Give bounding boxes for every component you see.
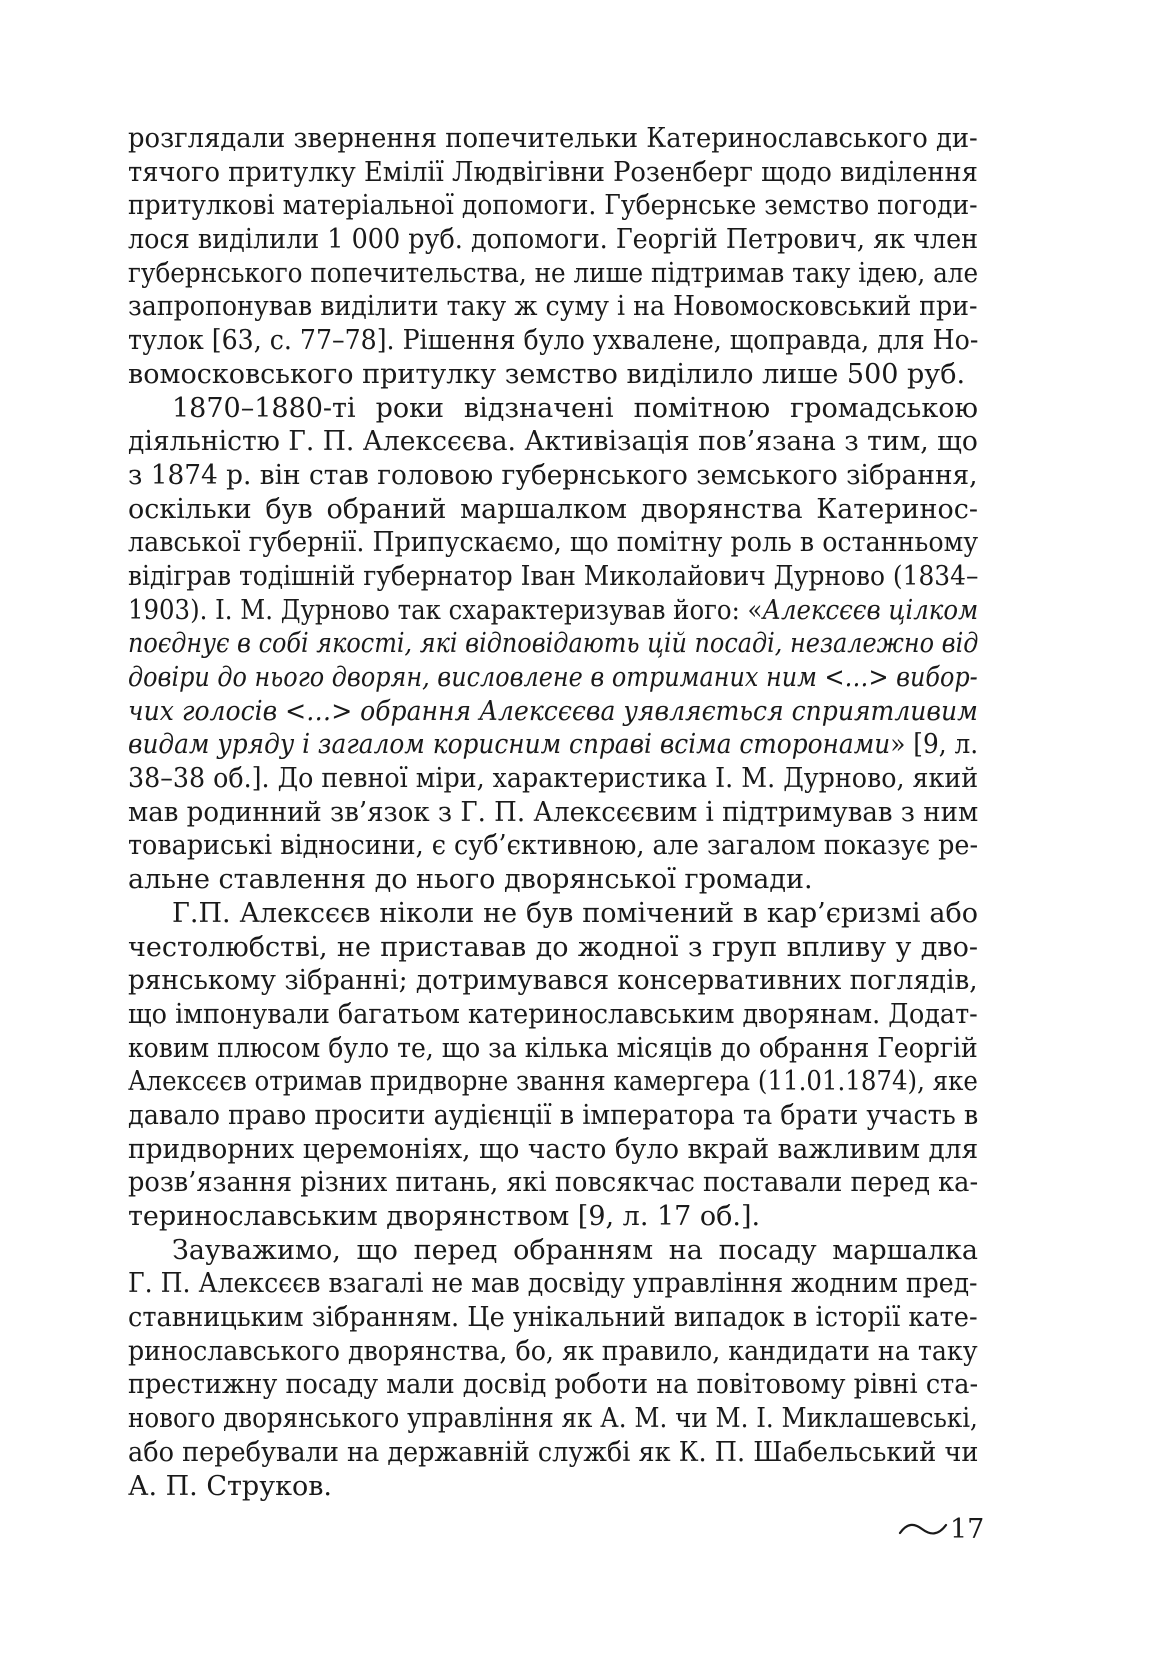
text-segment: Зауважимо, що перед обранням на посаду маршалка <box>172 1234 978 1266</box>
text-segment: теринославським дворянством [9, л. 17 об.]. <box>128 1201 761 1232</box>
text-line <box>128 1402 978 1436</box>
text-segment: » [9, л. <box>890 729 978 761</box>
text-segment: А. П. Струков. <box>128 1470 333 1502</box>
text-segment: розв’язання різних питань, які повсякчас поставали перед ка- <box>128 1167 978 1199</box>
text-line <box>128 223 978 257</box>
text-segment: з 1874 р. він став головою губернського земського зібрання, <box>128 459 978 491</box>
text-segment: 1870–1880-ті роки відзначені помітною громадською <box>172 392 978 424</box>
text-segment: престижну посаду мали досвід роботи на повітовому рівні ста- <box>128 1369 978 1401</box>
text-segment: альне ставлення до нього дворянської громади. <box>128 864 813 896</box>
text-segment: відіграв тодішній губернатор Іван Миколайович Дурново (1834– <box>128 560 978 592</box>
text-line <box>128 998 978 1032</box>
text-line <box>128 796 978 830</box>
text-line <box>128 1032 978 1066</box>
text-line <box>128 931 978 965</box>
text-segment: притулкові матеріальної допомоги. Губернське земство погоди- <box>128 190 978 222</box>
text-line <box>128 290 978 324</box>
text-segment: оскільки був обраний маршалком дворянства Катеринос- <box>128 493 978 525</box>
text-segment: тулок [63, с. 77–78]. Рішення було ухвалене, щоправда, для Но- <box>128 325 978 357</box>
text-line <box>128 122 978 156</box>
italic-quote-segment: Алексєєв цілком <box>762 594 978 626</box>
text-segment: вомосковського притулку земство виділило лише 500 руб. <box>128 358 966 390</box>
text-line <box>128 695 978 729</box>
text-line <box>128 526 978 560</box>
text-segment: Г.П. Алексєєв ніколи не був помічений в кар’єризмі або <box>172 897 978 929</box>
body-text <box>128 122 978 1503</box>
text-line <box>128 1301 978 1335</box>
text-line <box>128 897 978 931</box>
text-line <box>128 964 978 998</box>
text-segment: честолюбстві, не приставав до жодної з груп впливу у дво- <box>128 931 978 963</box>
text-line <box>128 156 978 190</box>
text-line <box>128 829 978 863</box>
text-line <box>128 358 978 392</box>
italic-quote-segment: видам уряду і загалом корисним справі всіма сторонами <box>128 729 891 761</box>
text-line <box>128 863 978 897</box>
text-segment: рянському зібранні; дотримувався консервативних поглядів, <box>128 965 978 997</box>
text-segment: лавської губернії. Припускаємо, що помітну роль в останньому <box>128 527 978 559</box>
text-segment: ринославського дворянства, бо, як правило, кандидати на таку <box>128 1335 978 1367</box>
text-segment: 38–38 об.]. До певної міри, характеристика І. М. Дурново, який <box>128 763 978 795</box>
text-line <box>128 493 978 527</box>
text-line <box>128 1436 978 1470</box>
text-line <box>128 594 978 628</box>
text-line <box>128 257 978 291</box>
italic-quote-segment: чих голосів <…> обрання Алексєєва уявляється сприятливим <box>128 695 978 727</box>
text-line <box>128 425 978 459</box>
text-line <box>128 392 978 426</box>
text-segment: що імпонували багатьом катеринославським дворянам. Додат- <box>128 998 978 1030</box>
page-footer <box>898 1515 984 1545</box>
text-line <box>128 728 978 762</box>
text-segment: або перебували на державній службі як К. П. Шабельський чи <box>128 1436 978 1468</box>
text-line <box>128 1335 978 1369</box>
text-line <box>128 1234 978 1268</box>
text-line <box>128 627 978 661</box>
text-line <box>128 1368 978 1402</box>
text-segment: Алексєєв отримав придворне звання камергера (11.01.1874), яке <box>128 1066 978 1098</box>
text-line <box>128 1267 978 1301</box>
text-line <box>128 459 978 493</box>
text-line <box>128 560 978 594</box>
text-segment: придворних церемоніях, що часто було вкрай важливим для <box>128 1133 978 1165</box>
text-line <box>128 661 978 695</box>
text-line <box>128 1200 978 1234</box>
text-segment: запропонував виділити таку ж суму і на Новомосковський при- <box>128 291 978 323</box>
text-segment: ставницьким зібранням. Це унікальний випадок в історії кате- <box>128 1302 978 1334</box>
text-segment: ковим плюсом було те, що за кілька місяців до обрання Георгій <box>128 1032 978 1064</box>
text-segment: давало право просити аудієнції в імператора та брати участь в <box>128 1099 978 1131</box>
text-line <box>128 1099 978 1133</box>
text-segment: товариські відносини, є суб’єктивною, але загалом показує ре- <box>128 830 978 862</box>
text-segment: лося виділили 1 000 руб. допомоги. Георгій Петрович, як член <box>128 224 978 256</box>
text-segment: діяльністю Г. П. Алексєєва. Активізація пов’язана з тим, що <box>128 426 978 458</box>
text-segment: розглядали звернення попечительки Катеринославського ди- <box>128 123 978 154</box>
text-segment: тячого притулку Емілії Людвігівни Розенберг щодо виділення <box>128 156 978 188</box>
text-segment: мав родинний зв’язок з Г. П. Алексєєвим і підтримував з ним <box>128 796 978 828</box>
text-line <box>128 324 978 358</box>
text-segment: губернського попечительства, не лише підтримав таку ідею, але <box>128 257 978 289</box>
text-line <box>128 1166 978 1200</box>
text-line <box>128 1470 978 1504</box>
italic-quote-segment: поєднує в собі якості, які відповідають цій посаді, незалежно від <box>128 628 978 660</box>
italic-quote-segment: довіри до нього дворян, висловлене в отриманих ним <…> вибор- <box>128 662 978 693</box>
tilde-ornament-icon <box>898 1520 948 1540</box>
text-line <box>128 762 978 796</box>
text-line <box>128 1065 978 1099</box>
text-line <box>128 1133 978 1167</box>
page-number: 17 <box>950 1514 985 1545</box>
text-segment: Г. П. Алексєєв взагалі не мав досвіду управління жодним пред- <box>128 1268 978 1300</box>
text-segment: 1903). І. М. Дурново так схарактеризував його: « <box>128 594 763 626</box>
text-segment: нового дворянського управління як А. М. чи М. І. Миклашевські, <box>128 1403 978 1435</box>
text-line <box>128 189 978 223</box>
